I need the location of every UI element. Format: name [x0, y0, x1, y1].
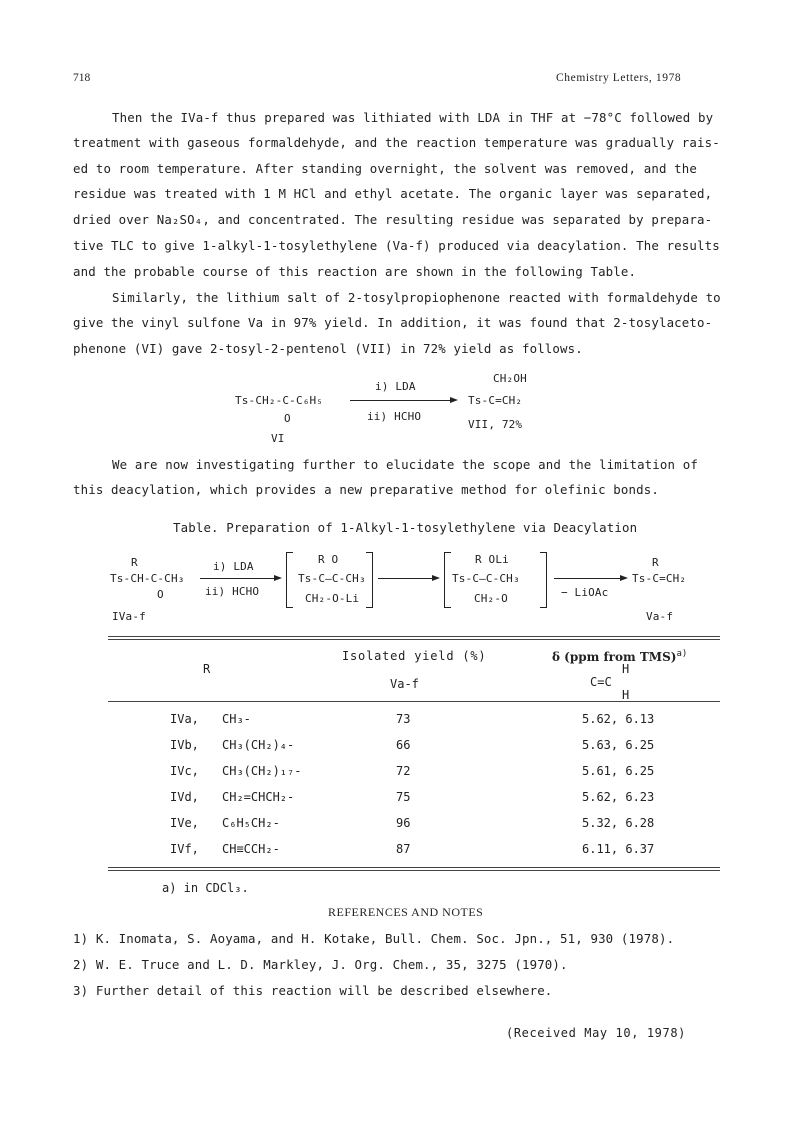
product-substituent: CH₂OH	[493, 372, 527, 385]
row-id: IVd,	[170, 790, 199, 804]
product-vii: Ts-C=CH₂	[468, 394, 523, 407]
journal-header: Chemistry Letters, 1978	[556, 72, 682, 84]
page-number: 718	[73, 72, 91, 84]
row-yield: 96	[396, 816, 411, 830]
product-va: Ts-C=CH₂	[632, 572, 687, 585]
row-id: IVf,	[170, 842, 199, 856]
row-yield: 87	[396, 842, 411, 856]
bracket-left	[286, 552, 293, 608]
intermediate-2-bottom: CH₂-O	[474, 592, 508, 605]
table-caption: Table. Preparation of 1-Alkyl-1-tosylethylene via Deacylation	[173, 520, 638, 535]
vinyl-proton-h1: H	[622, 662, 630, 676]
text-line: treatment with gaseous formaldehyde, and the reaction temperature was gradually rais-	[73, 135, 720, 150]
intermediate-1-bottom: CH₂-O-Li	[305, 592, 360, 605]
row-id: IVa,	[170, 712, 199, 726]
bracket-right	[366, 552, 373, 608]
table-step-1: i) LDA	[213, 560, 254, 573]
row-substituent: C₆H₅CH₂-	[222, 816, 280, 830]
reactant-vi: Ts-CH₂-C-C₆H₅	[235, 394, 324, 407]
reaction-arrow	[350, 400, 450, 401]
product-substituent: R	[652, 556, 659, 569]
start-substituent: R	[131, 556, 138, 569]
vinyl-double-bond: C=C	[590, 675, 612, 689]
intermediate-1: Ts-C—C-CH₃	[298, 572, 366, 585]
text-line: and the probable course of this reaction are shown in the following Table.	[73, 264, 637, 279]
text-line: We are now investigating further to elucidate the scope and the limitation of	[112, 457, 698, 472]
row-yield: 72	[396, 764, 411, 778]
intermediate-2-top: R OLi	[475, 553, 509, 566]
arrow-head	[274, 575, 282, 581]
start-oxygen: O	[157, 588, 164, 601]
row-substituent: CH₃-	[222, 712, 251, 726]
text-line: this deacylation, which provides a new preparative method for olefinic bonds.	[73, 482, 659, 497]
row-id: IVc,	[170, 764, 199, 778]
text-line: tive TLC to give 1-alkyl-1-tosylethylene (Va-f) produced via deacylation. The results	[73, 238, 720, 253]
text-line: dried over Na₂SO₄, and concentrated. The resulting residue was separated by prepara-	[73, 212, 713, 227]
row-delta: 5.32, 6.28	[582, 816, 655, 830]
row-delta: 5.63, 6.25	[582, 738, 655, 752]
start-compound: Ts-CH-C-CH₃	[110, 572, 185, 585]
row-id: IVb,	[170, 738, 199, 752]
row-delta: 5.62, 6.23	[582, 790, 655, 804]
row-substituent: CH₃(CH₂)₄-	[222, 738, 295, 752]
column-subheader-yield: Va-f	[390, 677, 419, 691]
reagent-step-2: ii) HCHO	[367, 410, 422, 423]
references-title: REFERENCES AND NOTES	[328, 905, 484, 919]
text-line: Similarly, the lithium salt of 2-tosylpropiophenone reacted with formaldehyde to	[112, 290, 721, 305]
table-top-rule	[108, 636, 720, 637]
column-header-r: R	[203, 662, 211, 676]
text-line: residue was treated with 1 M HCl and ethyl acetate. The organic layer was separated,	[73, 186, 713, 201]
reference-item: 3) Further detail of this reaction will be described elsewhere.	[73, 983, 553, 998]
bracket-left	[444, 552, 451, 608]
row-substituent: CH₂=CHCH₂-	[222, 790, 295, 804]
row-delta: 5.62, 6.13	[582, 712, 655, 726]
product-label: Va-f	[646, 610, 674, 623]
table-bottom-rule	[108, 870, 720, 871]
column-header-delta: δ (ppm from TMS)$^{a)}$	[552, 649, 688, 664]
row-substituent: CH₃(CH₂)₁₇-	[222, 764, 302, 778]
arrow-head	[432, 575, 440, 581]
row-delta: 6.11, 6.37	[582, 842, 655, 856]
text-line: give the vinyl sulfone Va in 97% yield. In addition, it was found that 2-tosylaceto-	[73, 315, 713, 330]
table-step-2: ii) HCHO	[205, 585, 260, 598]
reagent-step-1: i) LDA	[375, 380, 416, 393]
table-footnote: a) in CDCl₃.	[162, 881, 249, 895]
arrow-head	[450, 397, 458, 403]
reaction-arrow	[378, 578, 432, 579]
carbonyl-oxygen: O	[284, 412, 291, 425]
elimination-label: − LiOAc	[561, 586, 609, 599]
vinyl-proton-h2: H	[622, 688, 630, 702]
row-yield: 66	[396, 738, 411, 752]
arrow-head	[620, 575, 628, 581]
compound-label-vi: VI	[271, 432, 285, 445]
intermediate-2: Ts-C—C-CH₃	[452, 572, 520, 585]
text-line: Then the IVa-f thus prepared was lithiated with LDA in THF at −78°C followed by	[112, 110, 714, 125]
intermediate-1-top: R O	[318, 553, 339, 566]
received-date: (Received May 10, 1978)	[506, 1026, 686, 1040]
table-top-rule	[108, 639, 720, 640]
column-header-yield: Isolated yield (%)	[342, 649, 487, 663]
text-line: ed to room temperature. After standing overnight, the solvent was removed, and the	[73, 161, 698, 176]
row-delta: 5.61, 6.25	[582, 764, 655, 778]
table-bottom-rule	[108, 867, 720, 868]
row-yield: 73	[396, 712, 411, 726]
row-substituent: CH≡CCH₂-	[222, 842, 280, 856]
compound-label-vii: VII, 72%	[468, 418, 523, 431]
reaction-arrow	[554, 578, 620, 579]
start-label: IVa-f	[112, 610, 146, 623]
row-yield: 75	[396, 790, 411, 804]
bracket-right	[540, 552, 547, 608]
reaction-arrow	[200, 578, 274, 579]
reference-item: 2) W. E. Truce and L. D. Markley, J. Org. Chem., 35, 3275 (1970).	[73, 957, 568, 972]
reference-item: 1) K. Inomata, S. Aoyama, and H. Kotake, Bull. Chem. Soc. Jpn., 51, 930 (1978).	[73, 931, 675, 946]
table-header-rule	[108, 701, 720, 702]
text-line: phenone (VI) gave 2-tosyl-2-pentenol (VII) in 72% yield as follows.	[73, 341, 583, 356]
row-id: IVe,	[170, 816, 199, 830]
